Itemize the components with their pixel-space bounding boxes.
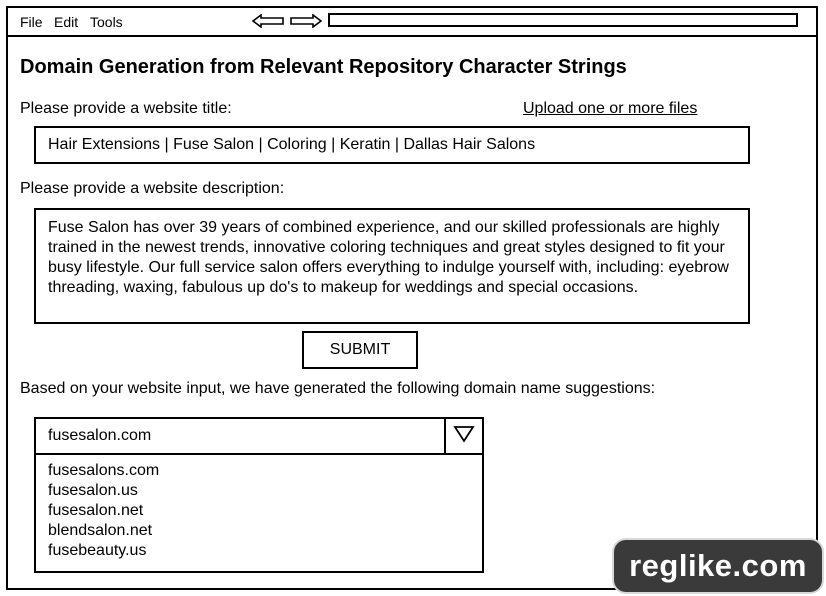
website-description-label: Please provide a website description: (20, 180, 285, 197)
domain-option[interactable]: blendsalon.net (48, 522, 153, 539)
website-description-input[interactable] (34, 208, 750, 324)
back-arrow-icon[interactable] (252, 14, 284, 33)
menu-tools[interactable]: Tools (90, 14, 123, 30)
browser-window (6, 6, 818, 590)
address-bar[interactable] (328, 13, 798, 27)
website-title-input[interactable] (34, 126, 750, 164)
domain-option[interactable]: fusesalon.net (48, 502, 144, 519)
domain-option[interactable]: fusesalons.com (48, 462, 160, 479)
menu-file[interactable]: File (20, 14, 43, 30)
menu-edit[interactable]: Edit (54, 14, 79, 30)
page-title: Domain Generation from Relevant Repository Character Strings (20, 56, 627, 78)
dropdown-selected-value: fusesalon.com (48, 427, 152, 444)
domain-option[interactable]: fusebeauty.us (48, 542, 147, 559)
forward-arrow-icon[interactable] (290, 14, 322, 33)
watermark-logo: reglike.com (614, 540, 822, 592)
domain-dropdown[interactable] (34, 417, 484, 455)
suggestions-intro: Based on your website input, we have generated the following domain name suggestions: (20, 380, 656, 397)
domain-option[interactable]: fusesalon.us (48, 482, 138, 499)
triangle-down-icon (453, 425, 475, 448)
dropdown-toggle-button[interactable] (444, 419, 482, 453)
website-title-label: Please provide a website title: (20, 100, 232, 117)
upload-files-link[interactable]: Upload one or more files (523, 100, 698, 117)
menu-bar (8, 8, 816, 37)
domain-options-list (34, 453, 484, 573)
website-title-value: Hair Extensions | Fuse Salon | Coloring | Keratin | Dallas Hair Salons (48, 136, 536, 153)
submit-button[interactable]: SUBMIT (302, 331, 418, 369)
website-description-value: Fuse Salon has over 39 years of combined experience, and our skilled professionals are highly trained in the newest trends, innovative coloring techniques and great styles designed to fit your busy lifestyle. Our full service salon offers everything to indulge yourself with, including: eyebrow threading, waxing, fabulous up do's to makeup for weddings and special occasions. (48, 219, 729, 296)
